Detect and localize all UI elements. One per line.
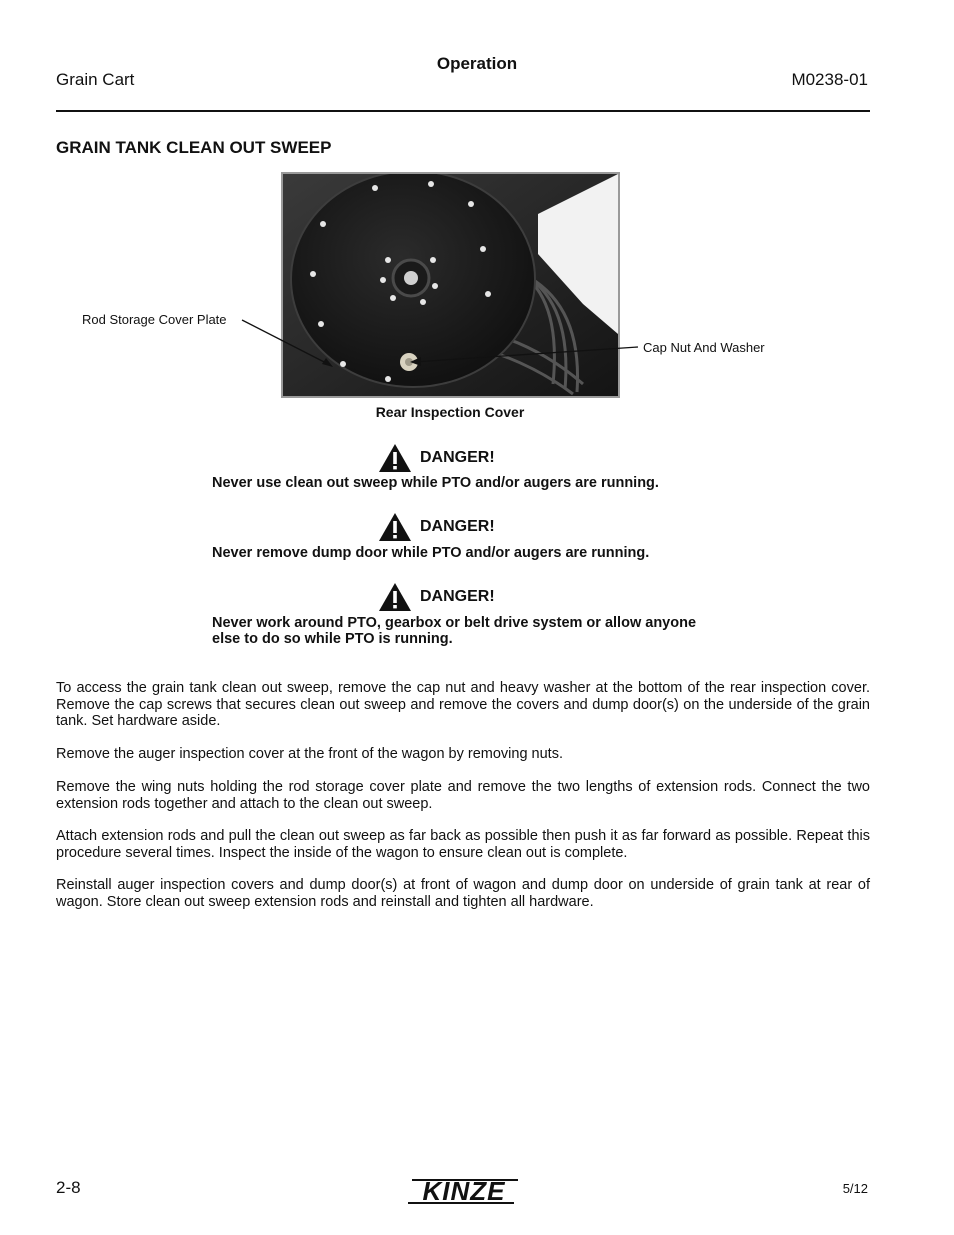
warning-triangle-icon — [378, 512, 412, 542]
danger-title: DANGER! — [420, 588, 495, 605]
danger-text-2: Never remove dump door while PTO and/or augers are running. — [212, 545, 650, 561]
page-number: 2-8 — [56, 1178, 81, 1197]
callout-cap-nut-and-washer: Cap Nut And Washer — [643, 340, 765, 355]
section-heading: Operation — [436, 54, 518, 73]
danger-heading-3 — [378, 582, 495, 612]
warning-triangle-icon — [378, 443, 412, 473]
danger-heading-2 — [378, 512, 495, 542]
danger-title: DANGER! — [420, 518, 495, 535]
header-manual-number: M0238-01 — [791, 70, 868, 89]
warning-triangle-icon — [378, 582, 412, 612]
paragraph-5: Reinstall auger inspection covers and dump door(s) at front of wagon and dump door on underside of grain tank at rear of wagon. Store clean out sweep extension rods and reinstall and tighten all hardware. — [56, 877, 870, 910]
svg-text:KINZE: KINZE — [422, 1176, 506, 1206]
rear-inspection-cover-photo — [281, 172, 620, 398]
paragraph-2: Remove the auger inspection cover at the front of the wagon by removing nuts. — [56, 746, 563, 762]
header-rule — [56, 110, 870, 112]
revision-date: 5/12 — [842, 1181, 868, 1196]
paragraph-1: To access the grain tank clean out sweep, remove the cap nut and heavy washer at the bottom of the rear inspection cover. Remove the cap screws that secures clean out sweep and remove the covers and dump door(s) on the underside of the grain tank. Set hardware aside. — [56, 680, 870, 729]
kinze-logo — [404, 1176, 524, 1206]
callout-rod-storage-cover-plate: Rod Storage Cover Plate — [82, 312, 227, 327]
danger-text-1: Never use clean out sweep while PTO and/or augers are running. — [212, 475, 659, 491]
danger-text-3: Never work around PTO, gearbox or belt drive system or allow anyone else to do so while PTO is running. — [212, 615, 697, 647]
page-title: GRAIN TANK CLEAN OUT SWEEP — [56, 138, 332, 157]
paragraph-4: Attach extension rods and pull the clean out sweep as far back as possible then push it as far forward as possible. Repeat this procedure several times. Inspect the inside of the wagon to ensure clean out is complete. — [56, 828, 870, 861]
paragraph-3: Remove the wing nuts holding the rod storage cover plate and remove the two lengths of extension rods. Connect the two extension rods together and attach to the clean out sweep. — [56, 779, 870, 812]
danger-title: DANGER! — [420, 449, 495, 466]
header-product: Grain Cart — [56, 70, 135, 89]
danger-heading-1 — [378, 443, 495, 473]
figure-caption: Rear Inspection Cover — [375, 404, 525, 420]
